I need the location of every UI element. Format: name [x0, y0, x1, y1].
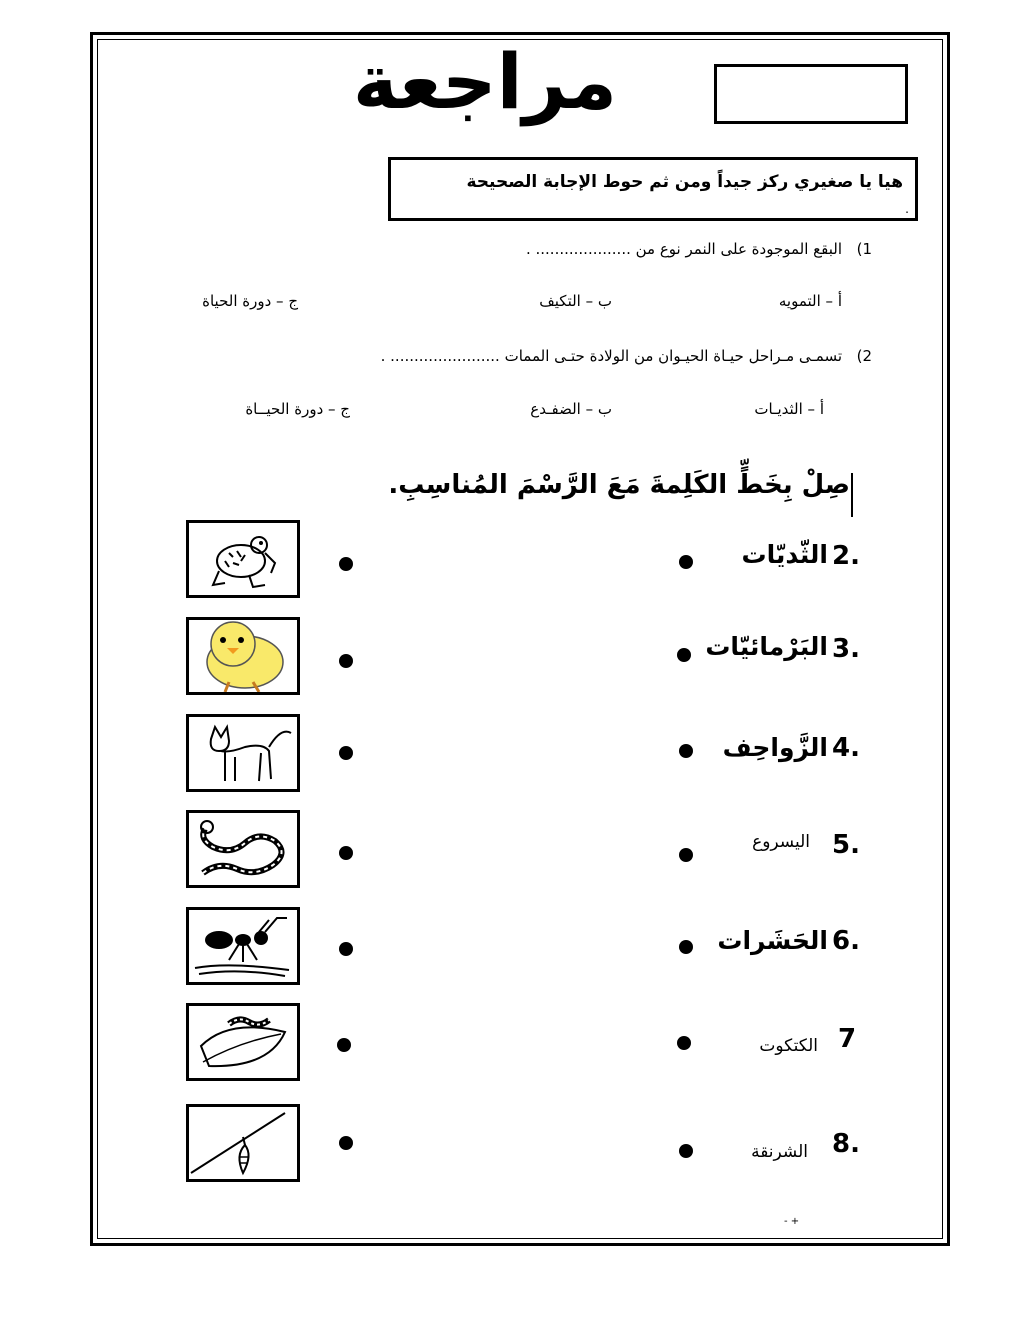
picture-dot-6[interactable] — [337, 1038, 351, 1052]
item-number-1: 2. — [832, 541, 860, 571]
chrysalis-icon — [189, 1107, 297, 1179]
question-1-option-b[interactable]: ب – التكيف — [539, 292, 612, 310]
question-2-text: تسمـى مـراحل حيـاة الحيـوان من الولادة حتـى الممات ....................... . — [380, 347, 842, 365]
word-dot-3[interactable] — [679, 744, 693, 758]
item-word-7: الشرنقة — [751, 1142, 808, 1162]
question-1-option-a[interactable]: أ – التمويه — [778, 292, 842, 310]
item-number-6: 7 — [838, 1024, 857, 1054]
caterpillar-on-leaf-icon — [189, 1006, 297, 1078]
question-2-option-a[interactable]: أ – الثديـات — [754, 400, 824, 418]
instruction-box — [388, 157, 918, 221]
picture-frame-4[interactable] — [186, 810, 300, 888]
item-word-6: الكتكوت — [759, 1036, 818, 1056]
picture-dot-1[interactable] — [339, 557, 353, 571]
item-number-2: 3. — [832, 634, 860, 664]
item-number-5: 6. — [832, 926, 860, 956]
name-box[interactable] — [714, 64, 908, 124]
item-number-7: 8. — [832, 1129, 860, 1159]
instruction-text: هيا يا صغيري ركز جيداً ومن ثم حوط الإجابة الصحيحة — [466, 172, 903, 192]
picture-frame-6[interactable] — [186, 1003, 300, 1081]
picture-dot-7[interactable] — [339, 1136, 353, 1150]
question-2-number: 2) — [856, 347, 872, 365]
item-word-1: الثّديّات — [741, 540, 828, 569]
word-dot-4[interactable] — [679, 848, 693, 862]
word-dot-6[interactable] — [677, 1036, 691, 1050]
question-2-option-b[interactable]: ب – الضفـدع — [530, 400, 612, 418]
picture-dot-5[interactable] — [339, 942, 353, 956]
instruction-trail: . — [905, 202, 909, 216]
picture-frame-7[interactable] — [186, 1104, 300, 1182]
snake-icon — [189, 813, 297, 885]
picture-dot-4[interactable] — [339, 846, 353, 860]
item-number-4: 5. — [832, 830, 860, 860]
picture-frame-3[interactable] — [186, 714, 300, 792]
word-dot-1[interactable] — [679, 555, 693, 569]
footer-mark: - + — [784, 1216, 800, 1227]
chick-icon — [189, 620, 297, 692]
picture-frame-5[interactable] — [186, 907, 300, 985]
word-dot-7[interactable] — [679, 1144, 693, 1158]
item-word-4: اليسروع — [752, 832, 810, 852]
matching-title-bar — [851, 473, 853, 517]
question-2-option-c[interactable]: ج – دورة الحيــاة — [245, 400, 350, 418]
picture-dot-3[interactable] — [339, 746, 353, 760]
picture-dot-2[interactable] — [339, 654, 353, 668]
matching-title: صِلْ بِخَطٍّ الكَلِمةَ مَعَ الرَّسْمَ المُناسِبِ. — [388, 470, 850, 500]
page-title: مراجعة — [352, 37, 618, 126]
picture-frame-2[interactable] — [186, 617, 300, 695]
item-word-3: الزَّواحِف — [722, 733, 828, 762]
item-word-2: البَرْمائيّات — [705, 632, 828, 661]
picture-frame-1[interactable] — [186, 520, 300, 598]
frog-icon — [189, 523, 297, 595]
item-word-5: الحَشَرات — [717, 926, 828, 955]
word-dot-5[interactable] — [679, 940, 693, 954]
ant-icon — [189, 910, 297, 982]
cat-icon — [189, 717, 297, 789]
word-dot-2[interactable] — [677, 648, 691, 662]
question-1-text: البقع الموجودة على النمر نوع من .................... . — [525, 240, 842, 258]
question-1-option-c[interactable]: ج – دورة الحياة — [202, 292, 298, 310]
item-number-3: 4. — [832, 733, 860, 763]
question-1-number: 1) — [856, 240, 872, 258]
